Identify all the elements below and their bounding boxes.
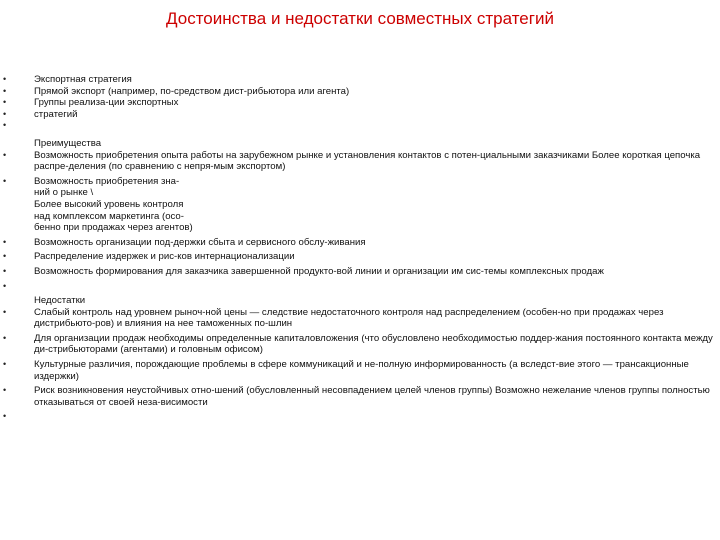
slide-title: Достоинства и недостатки совместных стратегий <box>166 9 554 28</box>
bullet-icon: • <box>3 265 7 276</box>
bullet-icon: • <box>3 385 7 396</box>
bullet-icon: • <box>3 332 7 343</box>
list-item-text: Для организации продаж необходимы определенные капиталовложения (что обусловлено необходимостью поддер-жания постоянного контакта между ди-стрибьюторами (агентами) и головным офисом) <box>34 332 713 356</box>
list-item-text: Распределение издержек и рис-ков интернационализации <box>34 251 295 263</box>
list-item <box>3 266 715 278</box>
list-item-text: Группы реализа-ции экспортных <box>34 97 179 109</box>
list-item-advantages <box>3 138 715 173</box>
bullet-icon: • <box>3 97 7 108</box>
list-item-text <box>34 281 715 293</box>
bullet-icon: • <box>3 359 7 370</box>
list-item <box>3 74 715 86</box>
bullet-icon: • <box>3 411 7 422</box>
bullet-icon: • <box>3 306 7 317</box>
list-item-text: Возможность организации под-держки сбыта и сервисного обслу-живания <box>34 236 366 248</box>
bullet-icon: • <box>3 280 7 291</box>
list-item-text: Недостатки Слабый контроль над уровнем рыноч-ной цены — следствие недостаточного контроля над распределением (особен-но при продажах через дистрибьюто-ров) и влияния на нее таможенных по-шлин <box>34 295 664 330</box>
list-item <box>3 109 715 121</box>
list-item <box>3 251 715 263</box>
list-item-text: Риск возникновения неустойчивых отно-шений (обусловленный несовпадением целей членов группы) Возможно нежелание членов группы полностью отказываться от своей неза-висимости <box>34 385 710 408</box>
list-item-text <box>34 411 715 423</box>
list-item <box>3 176 715 234</box>
list-item <box>3 237 715 249</box>
list-item-empty <box>3 281 715 293</box>
bullet-list <box>3 74 715 423</box>
list-item-empty <box>3 120 715 132</box>
list-item-text: Культурные различия, порождающие проблемы в сфере коммуникаций и не-полную информированность (а вследст-вие этого — трансакционные издержки) <box>34 359 689 382</box>
bullet-icon: • <box>3 108 7 119</box>
list-item-text <box>34 120 715 132</box>
bullet-icon: • <box>3 74 7 84</box>
bullet-icon: • <box>3 236 7 247</box>
list-item-text: Преимущества Возможность приобретения опыта работы на зарубежном рынке и установления контактов с потен-циальными заказчиками Более короткая цепочка распре-деления (по сравнению с непря-мым экспортом) <box>34 137 701 173</box>
list-item-text: стратегий <box>34 108 78 120</box>
list-item-text: Возможность приобретения зна- ний о рынке \ Более высокий уровень контроля над комплексом маркетинга (осо- бенно при продажах через агентов) <box>34 175 193 234</box>
list-item-text: Экспортная стратегия <box>34 74 132 85</box>
list-item <box>3 97 715 109</box>
bullet-icon: • <box>3 85 7 96</box>
list-item <box>3 359 715 382</box>
list-item <box>3 86 715 98</box>
bullet-icon: • <box>3 251 7 262</box>
list-item-text: Возможность формирования для заказчика завершенной продукто-вой линии и организации им сис-темы комплексных продаж <box>34 265 604 277</box>
bullet-icon: • <box>3 175 7 186</box>
list-item-disadvantages <box>3 295 715 330</box>
list-item-text: Прямой экспорт (например, по-средством дист-рибьютора или агента) <box>34 85 350 97</box>
list-item <box>3 333 715 356</box>
bullet-icon: • <box>3 149 7 160</box>
list-item-empty <box>3 411 715 423</box>
bullet-icon: • <box>3 120 7 131</box>
list-item <box>3 385 715 408</box>
